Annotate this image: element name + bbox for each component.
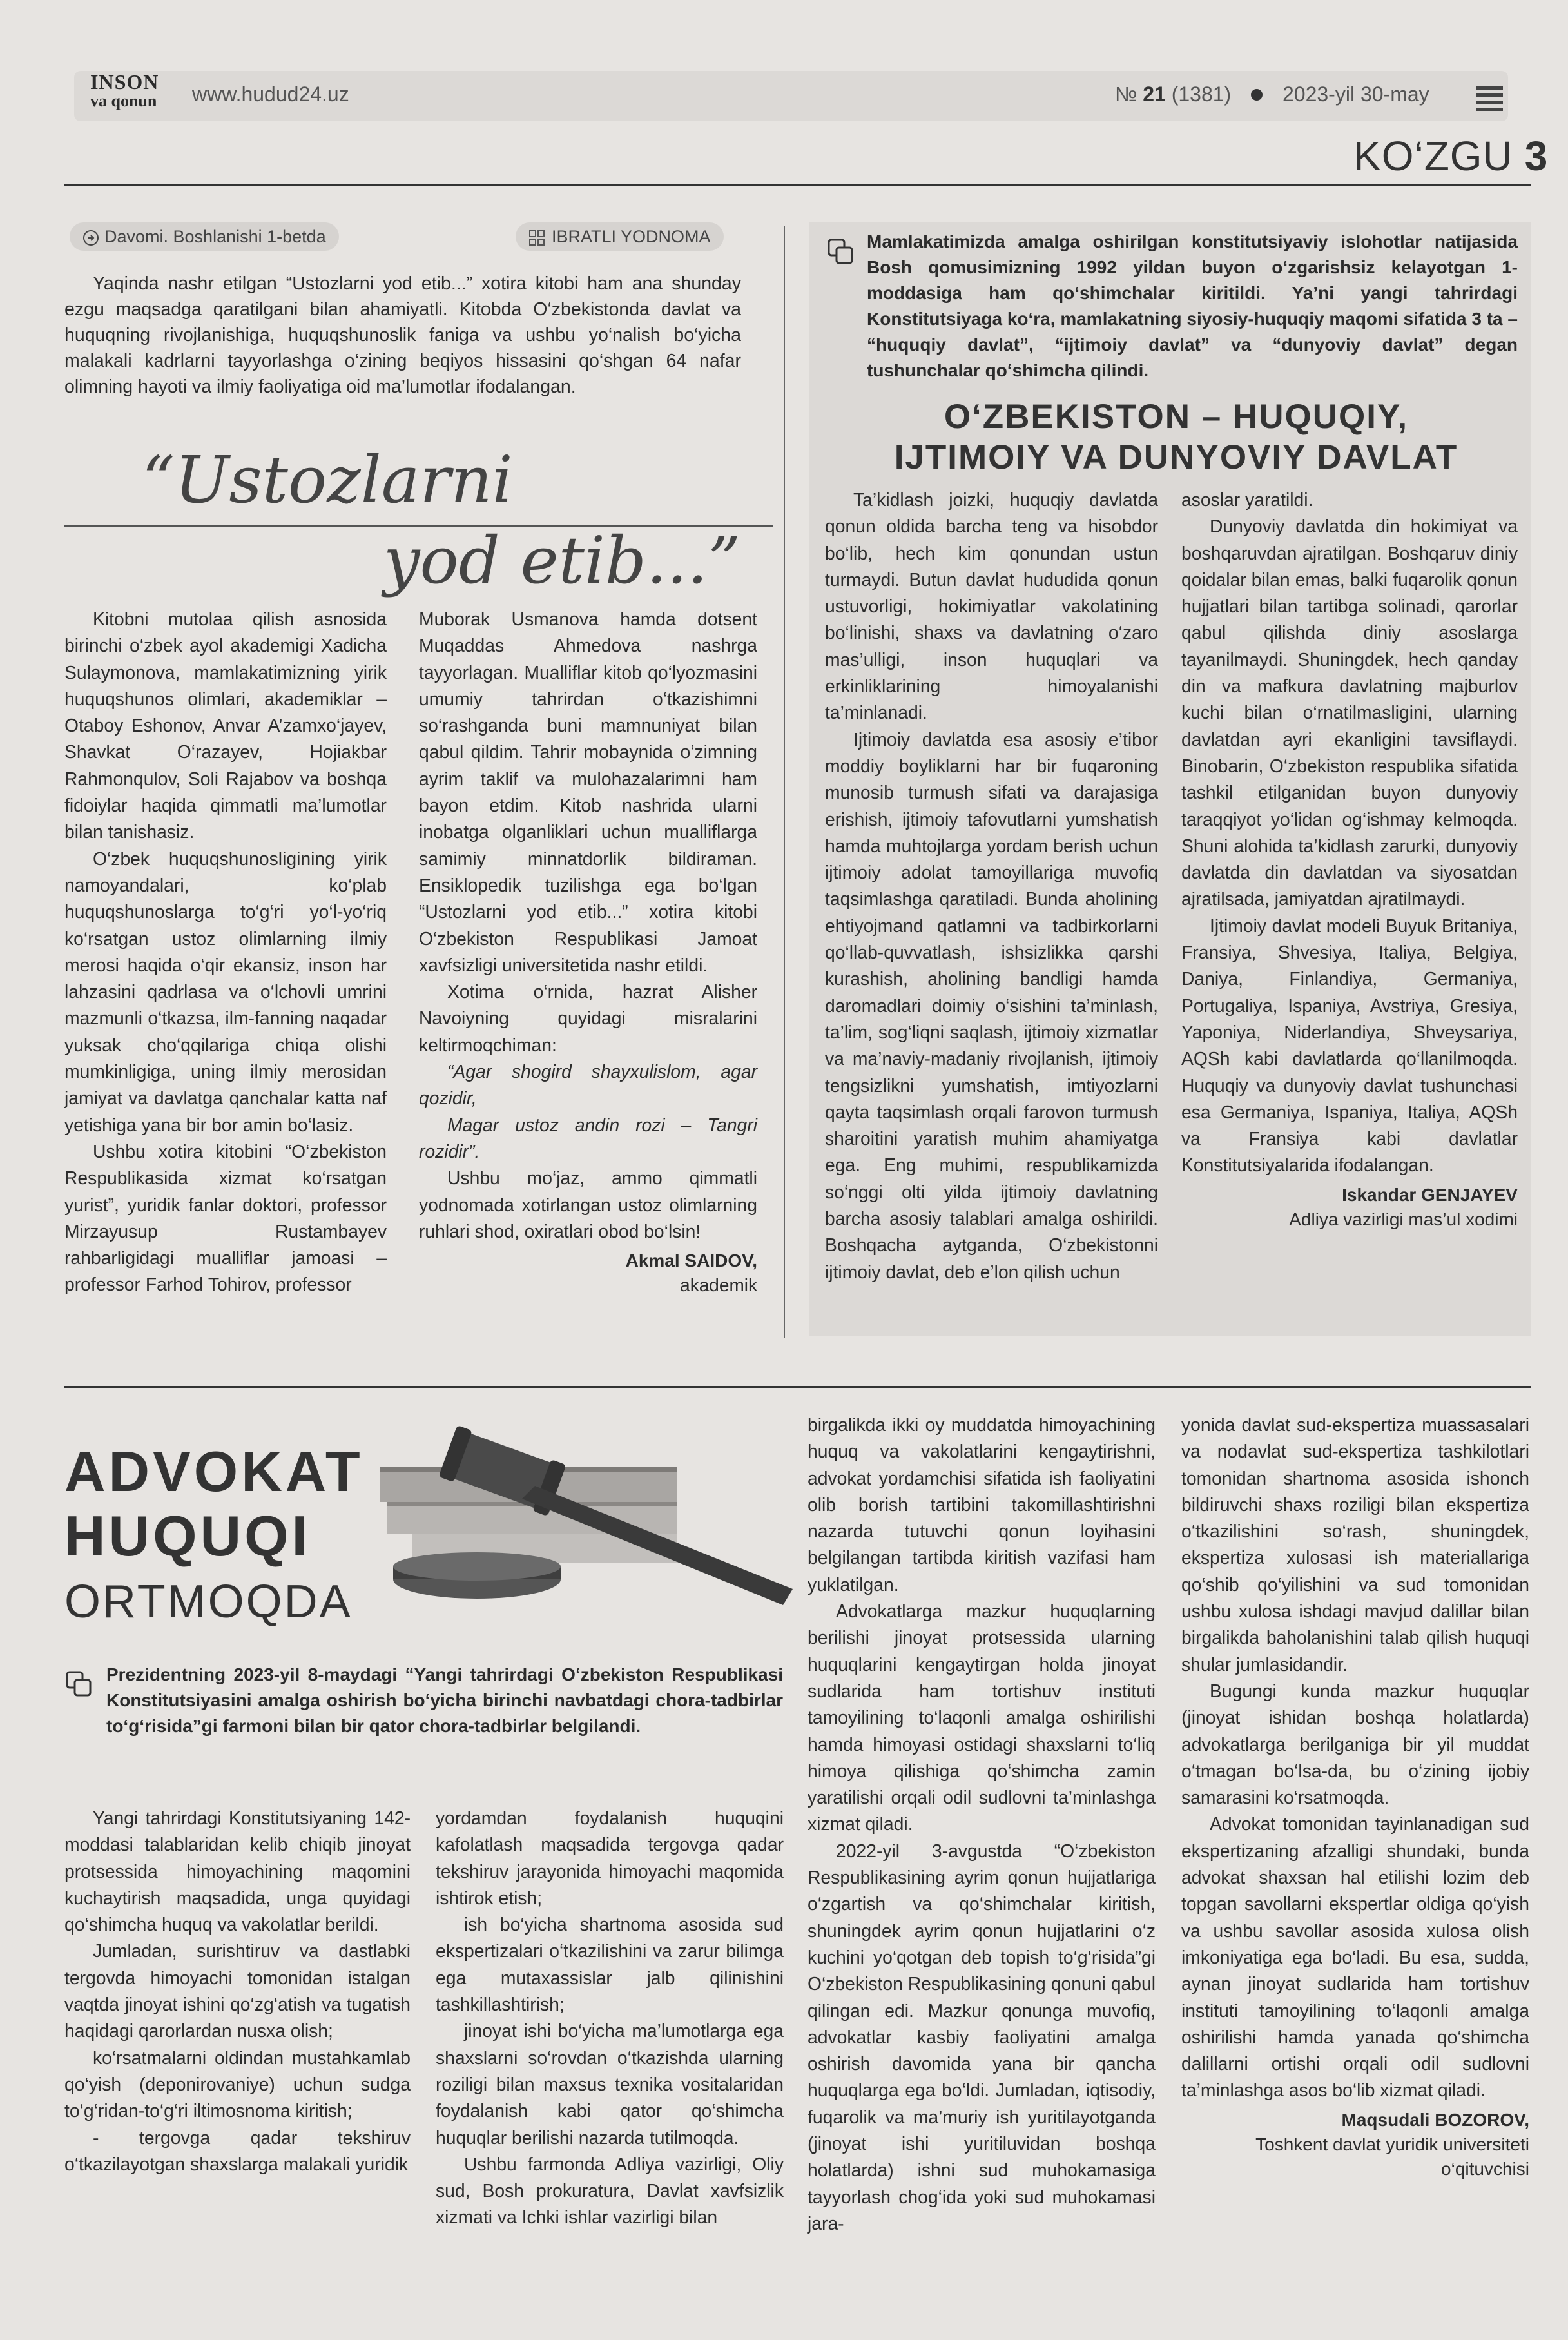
rubric-label xyxy=(516,222,724,251)
paragraph: Advokat tomonidan tayinlanadigan sud ekspertizaning afzalligi shundaki, bunda advokat shaxsan hal etilishi lozim deb topgan savollarni ekspertlar oldiga qo‘yish va ushbu savollar asosida xulosa olish imkoniyatiga ega bo‘ladi. Bu esa, sudda, aynan jinoyat sudlarida ham tortishuv instituti tamoyilining to‘laqonli amalga oshirilishi hamda yanada qo‘shimcha dalillarni ortishi orqali odil sudlovni ta’minlashga asos bo‘lib xizmat qiladi. xyxy=(1181,1813,1529,2101)
article1-column2 xyxy=(419,606,757,1298)
continuation-text: Davomi. Boshlanishi 1-betda xyxy=(104,227,326,246)
article2-title xyxy=(831,396,1521,478)
article2-lead: Mamlakatimizda amalga oshirilgan konstitutsiyaviy islohotlar natijasida Bosh qomusimizning 1992 yildan buyon o‘zgarishsiz kelayotgan 1-moddasiga ham qo‘shimchalar kiritildi. Ya’ni yangi tahrirdagi Konstitutsiyaga ko‘ra, mamlakatning siyosiy-huquqiy maqomi sifatida 3 ta – “huquqiy davlat”, “ijtimoiy davlat” va “dunyoviy davlat” degan tushunchalar qo‘shimcha qilindi. xyxy=(867,231,1518,380)
paragraph: O‘zbek huquqshunosligining yirik namoyandalari, ko‘plab huquqshunoslarga to‘g‘ri yo‘l-yo‘riq ko‘rsatgan ustoz olimlarning ilmiy merosi haqida o‘qir ekansiz, inson har lahzasini qadrlasa va o‘lchovli umrini mazmunli o‘tkazsa, ilm-fanning naqadar yuksak cho‘qqilariga chiqa olishi mumkinligiga, uning ilmiy merosidan jamiyat va davlatga qanchalar katta naf yetishiga yana bir bor amin bo‘lasiz. xyxy=(64,848,387,1135)
paragraph: Bugungi kunda mazkur huquqlar (jinoyat ishidan boshqa holatlarda) advokatlarga berilganiga bir yil muddat o‘tmagan bo‘lsa-da, bu o‘zining ijobiy samarasini ko‘rsatmoqda. xyxy=(1181,1680,1529,1808)
section-divider xyxy=(64,1386,1531,1388)
author-name: Maqsudali BOZOROV, xyxy=(1341,2109,1529,2130)
article1-title-line2: yod etib...” xyxy=(383,523,741,598)
article2-title-line2: IJTIMOIY VA DUNYOVIY DAVLAT xyxy=(894,438,1458,476)
article1-column1 xyxy=(64,606,387,1298)
bullet-dot-icon xyxy=(1251,89,1263,101)
continuation-label xyxy=(70,222,339,251)
grid-icon xyxy=(528,229,545,246)
verse-line: “Agar shogird shayxulislom, agar qozidir, xyxy=(419,1061,757,1109)
paragraph: Advokatlarga mazkur huquqlarning berilishi jinoyat protsessida ularning huquqlarini kengaytirgan holda jinoyat sudlarida ham tortishuv instituti tamoyilining to‘laqonli amalga oshirilishi hamda himoyasi ostidagi shaxslarni to‘liq himoya qilishiga qo‘shimcha zamin yaratilishi orqali odil sudlovni ta’minlashga xizmat qiladi. xyxy=(808,1601,1156,1835)
paragraph: Ta’kidlash joizki, huquqiy davlatda qonun oldida barcha teng va hisobdor bo‘lib, hech kim qonundan ustun turmaydi. Butun davlat hududida qonun ustuvorligi, hokimiyatlar vakolatining bo‘linishi, shaxs va davlatning o‘zaro mas’ulligi, inson huquqlari va erkinliklarining himoyalanishi ta’minlanadi. xyxy=(825,489,1158,723)
paragraph: Ushbu mo‘jaz, ammo qimmatli yodnomada xotirlangan ustoz olimlarning ruhlari shod, oxiratlari obod bo‘lsin! xyxy=(419,1167,757,1242)
paragraph: Ushbu xotira kitobini “O‘zbekiston Respublikasida xizmat ko‘rsatgan yurist”, yuridik fanlar doktori, professor Mirzayusup Rustambayev rahbarligidagi mualliflar jamoasi – professor Farhod Tohirov, professor xyxy=(64,1140,387,1295)
article3-lead: Prezidentning 2023-yil 8-maydagi “Yangi tahrirdagi O‘zbekiston Respublikasi Konstitutsiyasini amalga oshirish bo‘yicha birinchi navbatdagi chora-tadbirlar to‘g‘risida”gi farmoni bilan bir qator chora-tadbirlar belgilandi. xyxy=(106,1664,783,1736)
article3-title-line2: HUQUQI xyxy=(64,1504,311,1568)
article1-intro: Yaqinda nashr etilgan “Ustozlarni yod etib...” xotira kitobi ham ana shunday ezgu maqsadga qaratilgani bilan ahamiyatli. Kitobda O‘zbekistonda davlat va huquqning rivojlanishiga, huquqshunoslik faniga va ushbu yo‘nalish bo‘yicha malakali kadrlarni tayyorlashga o‘zining beqiyos hissasini qo‘shgan 64 nafar olimning hayoti va ilmiy faoliyatiga oid ma’lumotlar ifodalangan. xyxy=(64,273,741,397)
article3-column3 xyxy=(808,1412,1156,2237)
website-url[interactable]: www.hudud24.uz xyxy=(192,83,349,106)
logo xyxy=(90,72,171,117)
section-name: KO‘ZGU xyxy=(1353,133,1513,179)
logo-line1: INSON xyxy=(90,70,159,93)
paragraph: Xotima o‘rnida, hazrat Alisher Navoiyning quyidagi misralarini keltirmoqchiman: xyxy=(419,981,757,1055)
document-icon xyxy=(64,1670,94,1699)
author-title: akademik xyxy=(680,1275,757,1296)
page-number: 3 xyxy=(1524,133,1549,179)
paragraph: 2022-yil 3-avgustda “O‘zbekiston Respublikasining ayrim qonun hujjatlariga o‘zgartish va qo‘shimchalar kiritish, shuningdek ayrim qonun hujjatlarini o‘z kuchini yo‘qotgan deb topish to‘g‘risida”gi O‘zbekiston Respublikasining qonuni qabul qilingan edi. Mazkur qonunga muvofiq, advokatlar kasbiy faoliyatini amalga oshirish davomida yana bir qancha huquqlarga ega bo‘ldi. Jumladan, iqtisodiy, fuqarolik va ma’muriy ish yuritilayotganda (jinoyat ishi yuritiluvidan boshqa holatlarda) ishni sud muhokamasiga tayyorlash chog‘ida yoki sud muhokamasi jara- xyxy=(808,1840,1156,2234)
author-title: Adliya vazirligi mas’ul xodimi xyxy=(1289,1209,1518,1229)
paragraph: Dunyoviy davlatda din hokimiyat va boshqaruvdan ajratilgan. Boshqaruv diniy qoidalar bilan emas, balki fuqarolik qonun hujjatlari bilan tartibga solinadi, qarorlar qabul qilishda diniy asoslarga tayanilmaydi. Shuningdek, hech qanday din va mafkura davlatning majburlov kuchi bilan o‘rnatilmasligini, ularning davlatdan ayri ekanligini tavsiflaydi. Binobarin, O‘zbekiston respublika sifatida tashkil etilganidan buyon dunyoviy taraqqiyot yo‘lidan og‘ishmay kelmoqda. Shuni alohida ta’kidlash zarurki, dunyoviy davlatda din davlatdan va siyosatdan ajratilsada, jamiyatdan ajratilmaydi. xyxy=(1181,516,1518,910)
paragraph: Ijtimoiy davlatda esa asosiy e’tibor moddiy boyliklarni har bir fuqaroning munosib turmush sifati va darajasiga erishish, ijtimoiy tafovutlarni yumshatish hamda muhtojlarga yordam berish uchun ijtimoiy adolat tamoyillariga muvofiq taqsimlashga qaratiladi. Bunda aholining ehtiyojmand qatlamni va tadbirkorlarni qo‘llab-quvvatlash, ishsizlikka qarshi kurashish, aholining bandligi hamda daromadlari doimiy o‘sishini ta’minlash, ta’lim, sog‘liqni saqlash, ijtimoiy xizmatlar va ma’naviy-madaniy rivojlanish, ijtimoiy tengsizlikni yumshatish, imtiyozlarni qayta taqsimlash orqali farovon turmush sharoitini yaratish muhim ahamiyatga ega. Eng muhimi, respublikamizda so‘nggi olti yilda ijtimoiy davlatning barcha asosiy talablari amalga oshirildi. Boshqacha aytganda, O‘zbekistonni ijtimoiy davlat, deb e’lon qilish uchun xyxy=(825,728,1158,1282)
issue-total: (1381) xyxy=(1171,83,1232,106)
author-title: o‘qituvchisi xyxy=(1441,2158,1529,2179)
paragraph: birgalikda ikki oy muddatda himoyachining huquq va vakolatlarini kengaytirishni, advokat yordamchisi sifatida ish faoliyatini olib borish tartibini takomillashtirishni nazarda tutuvchi qonun loyihasini belgilangan tartibda kiritish vazifasi ham yuklatilgan. xyxy=(808,1414,1156,1595)
arrow-circle-icon xyxy=(82,229,99,246)
article3-title-line1: ADVOKAT xyxy=(64,1439,363,1503)
logo-line2: va qonun xyxy=(90,92,157,110)
paragraph: - tergovga qadar tekshiruv o‘tkazilayotgan shaxslarga malakali yuridik xyxy=(64,2127,411,2174)
article3-column4 xyxy=(1181,1412,1529,2181)
column-divider xyxy=(784,226,785,1338)
issue-number: 21 xyxy=(1143,83,1166,106)
paragraph: Muborak Usmanova hamda dotsent Muqaddas Ahmedova nashrga tayyorlagan. Mualliflar kitob qo‘lyozmasini umumiy tahrirdan o‘tkazishimni so‘rashganda buni mamnuniyat bilan qabul qildim. Tahrir mobaynida o‘zimning ayrim taklif va mulohazalarimni ham bayon etdim. Kitob nashrida ularni inobatga olganliklari uchun mualliflarga samimiy minnatdorlik bildiraman. Ensiklopedik tuzilishga ega bo‘lgan “Ustozlarni yod etib...” xotira kitobi O‘zbekiston Respublikasi Jamoat xavfsizligi universitetida nashr etildi. xyxy=(419,609,757,975)
paragraph: ish bo‘yicha shartnoma asosida sud ekspertizalari o‘tkazilishini va zarur bilimga ega mutaxassislar jalb qilinishini tashkillashtirish; xyxy=(436,1914,784,2015)
article3-title-line3: ORTMOQDA xyxy=(64,1576,353,1628)
paragraph: jinoyat ishi bo‘yicha ma’lumotlarga ega shaxslarni so‘rovdan o‘tkazishda ularning roziligi bilan maxsus texnika vositalaridan foydalanish kabi qator qo‘shimcha huquqlar berilishi nazarda tutilmoqda. xyxy=(436,2020,784,2148)
article3-column1 xyxy=(64,1805,411,2178)
paragraph: asoslar yaratildi. xyxy=(1181,489,1313,510)
paragraph: Kitobni mutolaa qilish asnosida birinchi o‘zbek ayol akademigi Xadicha Sulaymonova, mamlakatimizning yirik huquqshunos olimlari, akademiklar – Otaboy Eshonov, Anvar A’zamxo‘jayev, Shavkat O‘razayev, Hojiakbar Rahmonqulov, Soli Rajabov va boshqa fidoiylar haqida qimmatli ma’lumotlar bilan tanishasiz. xyxy=(64,609,387,843)
article2-column1 xyxy=(825,487,1158,1285)
paragraph: Jumladan, surishtiruv va dastlabki tergovda himoyachi tomonidan istalgan vaqtda jinoyat ishini qo‘zg‘atish va tugatish haqidagi qarorlardan nusxa olish; xyxy=(64,1940,411,2042)
rubric-text: IBRATLI YODNOMA xyxy=(552,227,711,246)
author-title: Toshkent davlat yuridik universiteti xyxy=(1255,2134,1529,2154)
author-name: Akmal SAIDOV, xyxy=(625,1251,757,1271)
article3-column2 xyxy=(436,1805,784,2231)
verse-line: Magar ustoz andin rozi – Tangri rozidir”. xyxy=(419,1114,757,1162)
issue-prefix: № xyxy=(1115,83,1137,106)
paragraph: yordamdan foydalanish huquqini kafolatlash maqsadida tergovga qadar tekshiruv jarayonida himoyachi maqomida ishtirok etish; xyxy=(436,1808,784,1908)
header-divider xyxy=(64,184,1531,186)
article1-title-line1: “Ustozlarni xyxy=(142,442,513,518)
article2-title-line1: O‘ZBEKISTON – HUQUQIY, xyxy=(944,398,1409,436)
paragraph: ko‘rsatmalarni oldindan mustahkamlab qo‘yish (deponirovaniye) uchun sudga to‘g‘ridan-to‘g‘ri iltimosnoma kiritish; xyxy=(64,2047,411,2121)
menu-icon[interactable] xyxy=(1476,86,1503,108)
issue-date: 2023-yil 30-may xyxy=(1282,83,1429,106)
paragraph: Ijtimoiy davlat modeli Buyuk Britaniya, Fransiya, Shvesiya, Italiya, Belgiya, Daniya, Finlandiya, Germaniya, Portugaliya, Ispaniya, Avstriya, Gresiya, Yaponiya, Niderlandiya, Shveysariya, AQSh kabi davlatlarda qo‘llanilmoqda. Huquqiy va dunyoviy davlat tushunchasi esa Germaniya, Ispaniya, Italiya, AQSh va Fransiya kabi davlatlar Konstitutsiyalarida ifodalangan. xyxy=(1181,915,1518,1176)
paragraph: yonida davlat sud-ekspertiza muassasalari va nodavlat sud-ekspertiza tashkilotlari tomonidan shartnoma asosida ishonch bildiruvchi shaxs roziligi bilan ekspertiza o‘tkazilishini so‘rash, shuningdek, ekspertiza xulosasi ish materiallariga qo‘shib qo‘yilishini va sud tomonidan ushbu xulosa ishdagi mavjud dalillar bilan birgalikda baholanishini talab qilish huquqi shular jumlasidandir. xyxy=(1181,1414,1529,1675)
section-title xyxy=(1353,132,1548,180)
paragraph: Ushbu farmonda Adliya vazirligi, Oliy sud, Bosh prokuratura, Davlat xavfsizlik xizmati va Ichki ishlar vazirligi bilan xyxy=(436,2153,784,2228)
author-name: Iskandar GENJAYEV xyxy=(1342,1184,1518,1205)
article2-column2 xyxy=(1181,487,1518,1232)
document-icon xyxy=(826,237,856,267)
paragraph: Yangi tahrirdagi Konstitutsiyaning 142-moddasi talablaridan kelib chiqib jinoyat protsessida himoyachining maqomini kuchaytirish maqsadida, unga quyidagi qo‘shimcha huquq va vakolatlar berildi. xyxy=(64,1808,411,1935)
gavel-and-books-illustration xyxy=(374,1421,799,1615)
issue-info xyxy=(1115,83,1429,106)
